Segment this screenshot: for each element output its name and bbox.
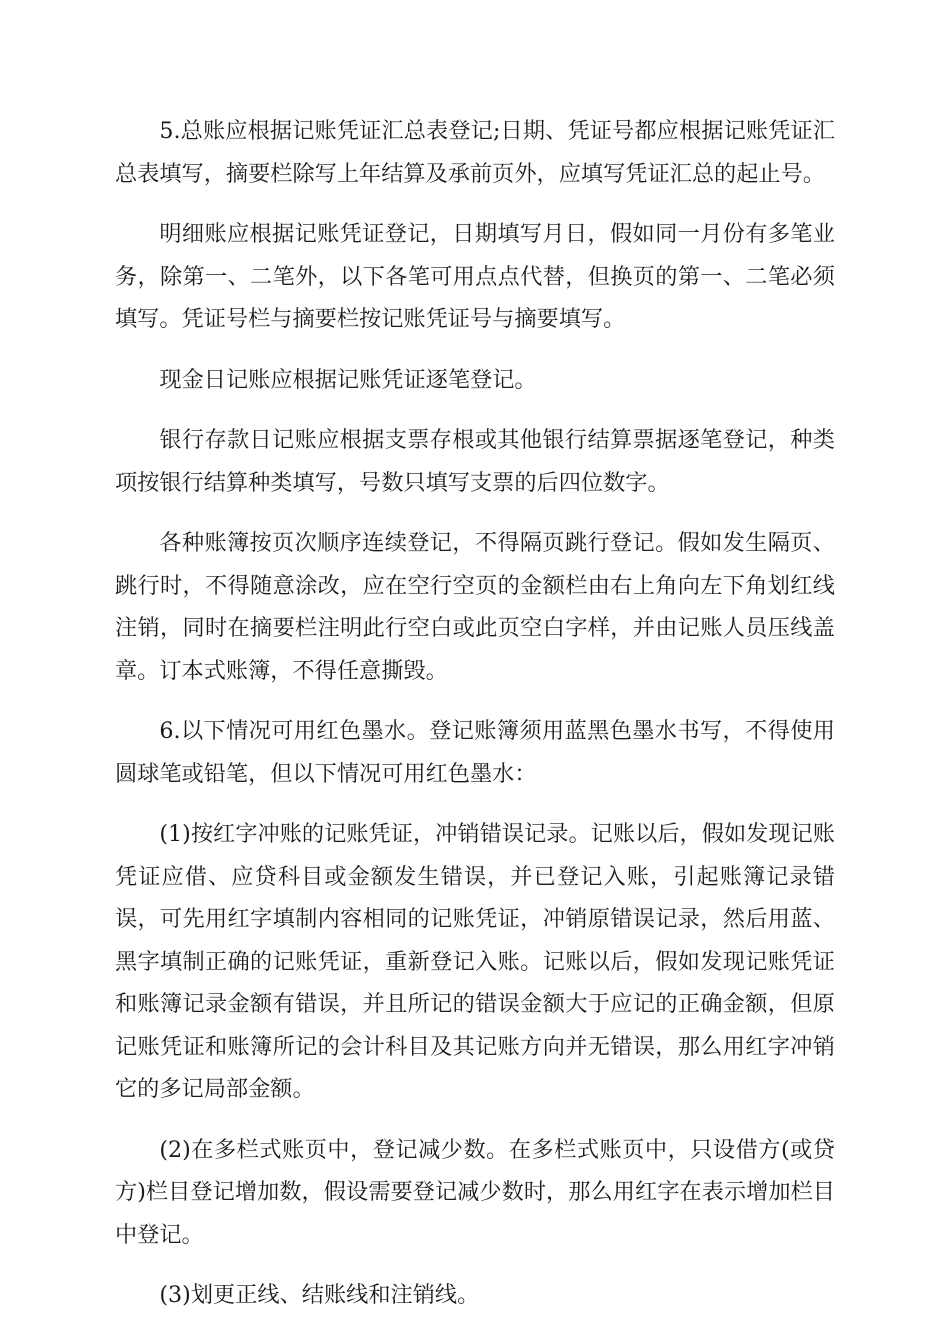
paragraph-1: 5.总账应根据记账凭证汇总表登记;日期、凭证号都应根据记账凭证汇总表填写，摘要栏除写上年结算及承前页外，应填写凭证汇总的起止号。 [115,118,835,187]
paragraph-7: (1)按红字冲账的记账凭证，冲销错误记录。记账以后，假如发现记账凭证应借、应贷科目或金额发生错误，并已登记入账，引起账簿记录错误，可先用红字填制内容相同的记账凭证，冲销原错误记录，然后用蓝、黑字填制正确的记账凭证，重新登记入账。记账以后，假如发现记账凭证和账簿记录金额有错误，并且所记的错误金额大于应记的正确金额，但原记账凭证和账簿所记的会计科目及其记账方向并无错误，那么用红字冲销它的多记局部金额。 [115,821,835,1102]
document-body [115,110,835,1335]
paragraph-2: 明细账应根据记账凭证登记，日期填写月日，假如同一月份有多笔业务，除第一、二笔外，以下各笔可用点点代替，但换页的第一、二笔必须填写。凭证号栏与摘要栏按记账凭证号与摘要填写。 [115,221,835,332]
paragraph-8: (2)在多栏式账页中，登记减少数。在多栏式账页中，只设借方(或贷方)栏目登记增加数，假设需要登记减少数时，那么用红字在表示增加栏目中登记。 [115,1136,835,1248]
paragraph-6: 6.以下情况可用红色墨水。登记账簿须用蓝黑色墨水书写，不得使用圆球笔或铅笔，但以下情况可用红色墨水： [115,718,835,787]
paragraph-3: 现金日记账应根据记账凭证逐笔登记。 [159,366,537,393]
paragraph-5: 各种账簿按页次顺序连续登记，不得隔页跳行登记。假如发生隔页、跳行时，不得随意涂改，应在空行空页的金额栏由右上角向左下角划红线注销，同时在摘要栏注明此行空白或此页空白字样，并由记账人员压线盖章。订本式账簿，不得任意撕毁。 [115,530,835,684]
paragraph-9: (3)划更正线、结账线和注销线。 [159,1282,480,1308]
paragraph-4: 银行存款日记账应根据支票存根或其他银行结算票据逐笔登记，种类项按银行结算种类填写，号数只填写支票的后四位数字。 [115,427,835,496]
